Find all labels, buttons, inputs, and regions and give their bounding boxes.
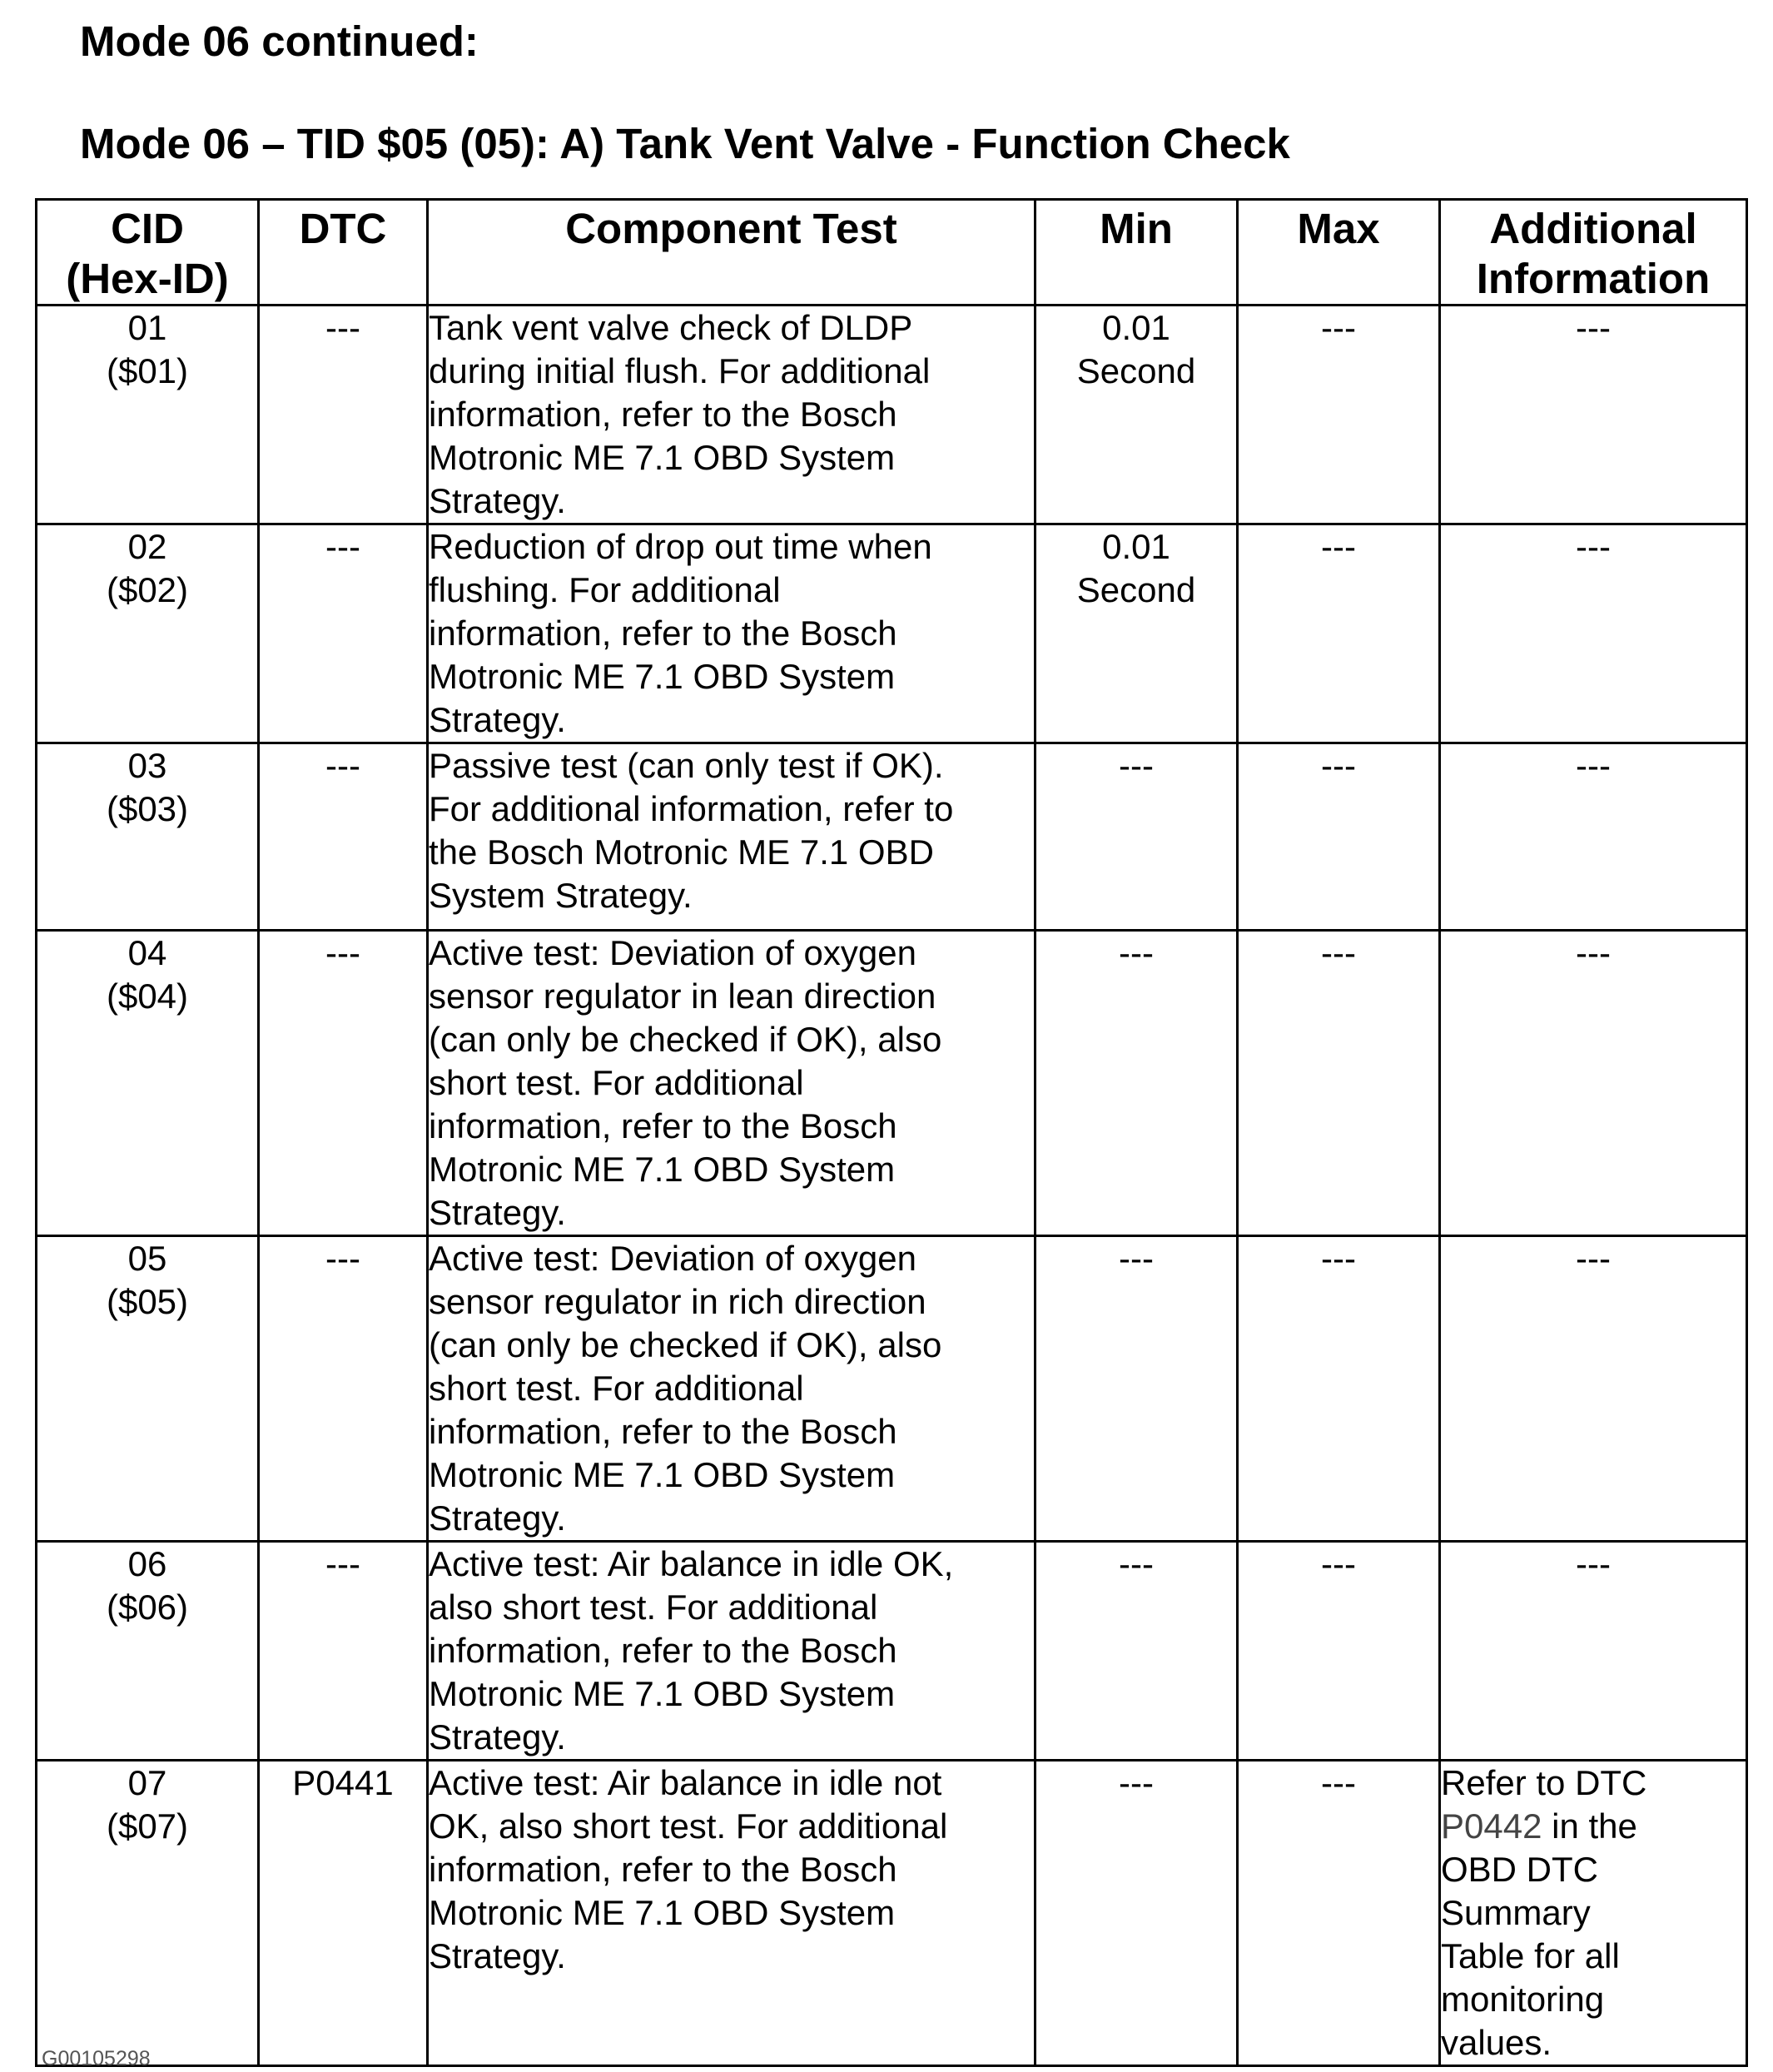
additional-info-line bbox=[1441, 1805, 1746, 1848]
component-test-line: information, refer to the Bosch bbox=[429, 1106, 897, 1145]
component-test-line: Tank vent valve check of DLDP bbox=[429, 308, 913, 347]
cid-cell bbox=[37, 306, 259, 524]
component-test-line: (can only be checked if OK), also bbox=[429, 1020, 942, 1059]
min-value: Second bbox=[1076, 570, 1196, 609]
max-cell bbox=[1238, 524, 1440, 743]
header-dtc-label: DTC bbox=[299, 205, 387, 252]
additional-info-value: --- bbox=[1576, 933, 1611, 972]
component-test-line: Motronic ME 7.1 OBD System bbox=[429, 1455, 896, 1494]
component-test-line: Active test: Deviation of oxygen bbox=[429, 1239, 916, 1278]
header-additional-information bbox=[1440, 200, 1747, 306]
component-test-cell bbox=[428, 524, 1035, 743]
table-row bbox=[37, 931, 1747, 1236]
component-test-line: information, refer to the Bosch bbox=[429, 1412, 897, 1451]
table-row bbox=[37, 1236, 1747, 1542]
component-test-line: information, refer to the Bosch bbox=[429, 395, 897, 434]
min-cell bbox=[1035, 743, 1238, 931]
component-test-line: Strategy. bbox=[429, 481, 566, 520]
additional-information-cell bbox=[1440, 1761, 1747, 2066]
header-min bbox=[1035, 200, 1238, 306]
cid-value: 04 bbox=[127, 933, 167, 972]
component-test-line: short test. For additional bbox=[429, 1063, 804, 1102]
min-value: --- bbox=[1119, 933, 1154, 972]
table-header-row bbox=[37, 200, 1747, 306]
cid-cell bbox=[37, 1236, 259, 1542]
component-test-line: Active test: Deviation of oxygen bbox=[429, 933, 916, 972]
component-test-line: OK, also short test. For additional bbox=[429, 1806, 948, 1846]
component-test-line: Passive test (can only test if OK). bbox=[429, 746, 944, 785]
header-min-label: Min bbox=[1100, 205, 1173, 252]
min-cell bbox=[1035, 306, 1238, 524]
additional-information-cell bbox=[1440, 524, 1747, 743]
component-test-line: Motronic ME 7.1 OBD System bbox=[429, 1674, 896, 1713]
max-cell bbox=[1238, 1236, 1440, 1542]
max-value: --- bbox=[1321, 527, 1356, 566]
component-test-line: during initial flush. For additional bbox=[429, 351, 931, 390]
min-value: --- bbox=[1119, 746, 1154, 785]
header-cid bbox=[37, 200, 259, 306]
cid-hex-value: ($01) bbox=[106, 351, 189, 390]
max-cell bbox=[1238, 1542, 1440, 1761]
max-cell bbox=[1238, 306, 1440, 524]
header-max bbox=[1238, 200, 1440, 306]
dtc-cell bbox=[259, 1236, 428, 1542]
component-test-line: sensor regulator in rich direction bbox=[429, 1282, 926, 1321]
component-test-cell bbox=[428, 1761, 1035, 2066]
min-value: Second bbox=[1076, 351, 1196, 390]
additional-information-cell bbox=[1440, 1542, 1747, 1761]
cid-value: 05 bbox=[127, 1239, 167, 1278]
additional-info-value: --- bbox=[1576, 1544, 1611, 1583]
min-cell bbox=[1035, 524, 1238, 743]
min-cell bbox=[1035, 1761, 1238, 2066]
additional-info-line: Summary bbox=[1441, 1893, 1591, 1932]
additional-information-cell bbox=[1440, 1236, 1747, 1542]
dtc-cell bbox=[259, 306, 428, 524]
component-test-cell bbox=[428, 1236, 1035, 1542]
component-test-line: Strategy. bbox=[429, 1193, 566, 1232]
additional-info-text: in the bbox=[1542, 1806, 1637, 1846]
max-value: --- bbox=[1321, 308, 1356, 347]
max-cell bbox=[1238, 743, 1440, 931]
min-cell bbox=[1035, 931, 1238, 1236]
cid-hex-value: ($02) bbox=[106, 570, 189, 609]
table-row bbox=[37, 1542, 1747, 1761]
component-test-line: Motronic ME 7.1 OBD System bbox=[429, 438, 896, 477]
cid-value: 07 bbox=[127, 1763, 167, 1802]
cid-value: 02 bbox=[127, 527, 167, 566]
dtc-value: --- bbox=[325, 527, 360, 566]
max-value: --- bbox=[1321, 746, 1356, 785]
additional-info-value: --- bbox=[1576, 746, 1611, 785]
component-test-line: Strategy. bbox=[429, 1498, 566, 1538]
header-max-label: Max bbox=[1297, 205, 1380, 252]
dtc-value: --- bbox=[325, 933, 360, 972]
cid-cell bbox=[37, 743, 259, 931]
component-test-cell bbox=[428, 931, 1035, 1236]
header-additional-line2: Information bbox=[1476, 255, 1711, 302]
cid-hex-value: ($03) bbox=[106, 789, 189, 828]
additional-info-line: monitoring bbox=[1441, 1980, 1605, 2019]
dtc-cell bbox=[259, 743, 428, 931]
cid-value: 06 bbox=[127, 1544, 167, 1583]
max-value: --- bbox=[1321, 933, 1356, 972]
component-test-line: Reduction of drop out time when bbox=[429, 527, 932, 566]
min-value: --- bbox=[1119, 1239, 1154, 1278]
dtc-cell bbox=[259, 931, 428, 1236]
max-value: --- bbox=[1321, 1239, 1356, 1278]
mode06-table bbox=[35, 198, 1748, 2067]
component-test-line: Motronic ME 7.1 OBD System bbox=[429, 1150, 896, 1189]
header-additional-line1: Additional bbox=[1489, 205, 1697, 252]
additional-information-cell bbox=[1440, 743, 1747, 931]
component-test-line: flushing. For additional bbox=[429, 570, 781, 609]
component-test-cell bbox=[428, 306, 1035, 524]
dtc-value: --- bbox=[325, 1239, 360, 1278]
min-cell bbox=[1035, 1542, 1238, 1761]
dtc-cell bbox=[259, 1542, 428, 1761]
cid-hex-value: ($05) bbox=[106, 1282, 189, 1321]
component-test-line: Active test: Air balance in idle OK, bbox=[429, 1544, 954, 1583]
table-row bbox=[37, 1761, 1747, 2066]
min-value: --- bbox=[1119, 1544, 1154, 1583]
header-cid-line1: CID bbox=[111, 205, 184, 252]
additional-info-value: --- bbox=[1576, 527, 1611, 566]
component-test-line: Motronic ME 7.1 OBD System bbox=[429, 1893, 896, 1932]
additional-info-line: Refer to DTC bbox=[1441, 1763, 1647, 1802]
component-test-line: (can only be checked if OK), also bbox=[429, 1325, 942, 1364]
dtc-cell bbox=[259, 1761, 428, 2066]
dtc-value: --- bbox=[325, 746, 360, 785]
dtc-value: P0441 bbox=[292, 1763, 394, 1802]
dtc-value: --- bbox=[325, 308, 360, 347]
additional-info-line: Table for all bbox=[1441, 1936, 1620, 1975]
cid-cell bbox=[37, 931, 259, 1236]
max-cell bbox=[1238, 1761, 1440, 2066]
section-continued-heading: Mode 06 continued: bbox=[80, 17, 479, 65]
component-test-line: Strategy. bbox=[429, 700, 566, 739]
cid-hex-value: ($07) bbox=[106, 1806, 189, 1846]
component-test-cell bbox=[428, 743, 1035, 931]
component-test-line: information, refer to the Bosch bbox=[429, 614, 897, 653]
header-dtc bbox=[259, 200, 428, 306]
table-row bbox=[37, 743, 1747, 931]
max-value: --- bbox=[1321, 1544, 1356, 1583]
header-cid-line2: (Hex-ID) bbox=[66, 255, 229, 302]
component-test-line: Strategy. bbox=[429, 1936, 566, 1975]
component-test-line: information, refer to the Bosch bbox=[429, 1631, 897, 1670]
min-value: --- bbox=[1119, 1763, 1154, 1802]
component-test-line: System Strategy. bbox=[429, 876, 693, 915]
header-component-test bbox=[428, 200, 1035, 306]
additional-info-value: --- bbox=[1576, 308, 1611, 347]
table-body bbox=[37, 306, 1747, 2066]
max-value: --- bbox=[1321, 1763, 1356, 1802]
min-value: 0.01 bbox=[1102, 308, 1170, 347]
dtc-cell bbox=[259, 524, 428, 743]
component-test-line: also short test. For additional bbox=[429, 1588, 878, 1627]
dtc-value: --- bbox=[325, 1544, 360, 1583]
table-title: Mode 06 – TID $05 (05): A) Tank Vent Valve - Function Check bbox=[80, 120, 1290, 167]
header-component-test-label: Component Test bbox=[565, 205, 897, 252]
min-cell bbox=[1035, 1236, 1238, 1542]
additional-info-line: OBD DTC bbox=[1441, 1850, 1598, 1889]
component-test-cell bbox=[428, 1542, 1035, 1761]
component-test-line: Strategy. bbox=[429, 1717, 566, 1756]
max-cell bbox=[1238, 931, 1440, 1236]
cid-cell bbox=[37, 524, 259, 743]
figure-id: G00105298 bbox=[42, 2047, 151, 2070]
component-test-line: Motronic ME 7.1 OBD System bbox=[429, 657, 896, 696]
table-row bbox=[37, 306, 1747, 524]
cid-hex-value: ($06) bbox=[106, 1588, 189, 1627]
component-test-line: Active test: Air balance in idle not bbox=[429, 1763, 942, 1802]
additional-information-cell bbox=[1440, 306, 1747, 524]
cid-value: 01 bbox=[127, 308, 167, 347]
table-row bbox=[37, 524, 1747, 743]
cid-value: 03 bbox=[127, 746, 167, 785]
min-value: 0.01 bbox=[1102, 527, 1170, 566]
component-test-line: sensor regulator in lean direction bbox=[429, 976, 936, 1016]
component-test-line: information, refer to the Bosch bbox=[429, 1850, 897, 1889]
component-test-line: For additional information, refer to bbox=[429, 789, 954, 828]
additional-info-value: --- bbox=[1576, 1239, 1611, 1278]
cid-cell bbox=[37, 1761, 259, 2066]
additional-info-line: values. bbox=[1441, 2023, 1552, 2062]
additional-information-cell bbox=[1440, 931, 1747, 1236]
component-test-line: the Bosch Motronic ME 7.1 OBD bbox=[429, 832, 934, 872]
cid-cell bbox=[37, 1542, 259, 1761]
cid-hex-value: ($04) bbox=[106, 976, 189, 1016]
component-test-line: short test. For additional bbox=[429, 1369, 804, 1408]
dtc-reference: P0442 bbox=[1441, 1806, 1542, 1846]
